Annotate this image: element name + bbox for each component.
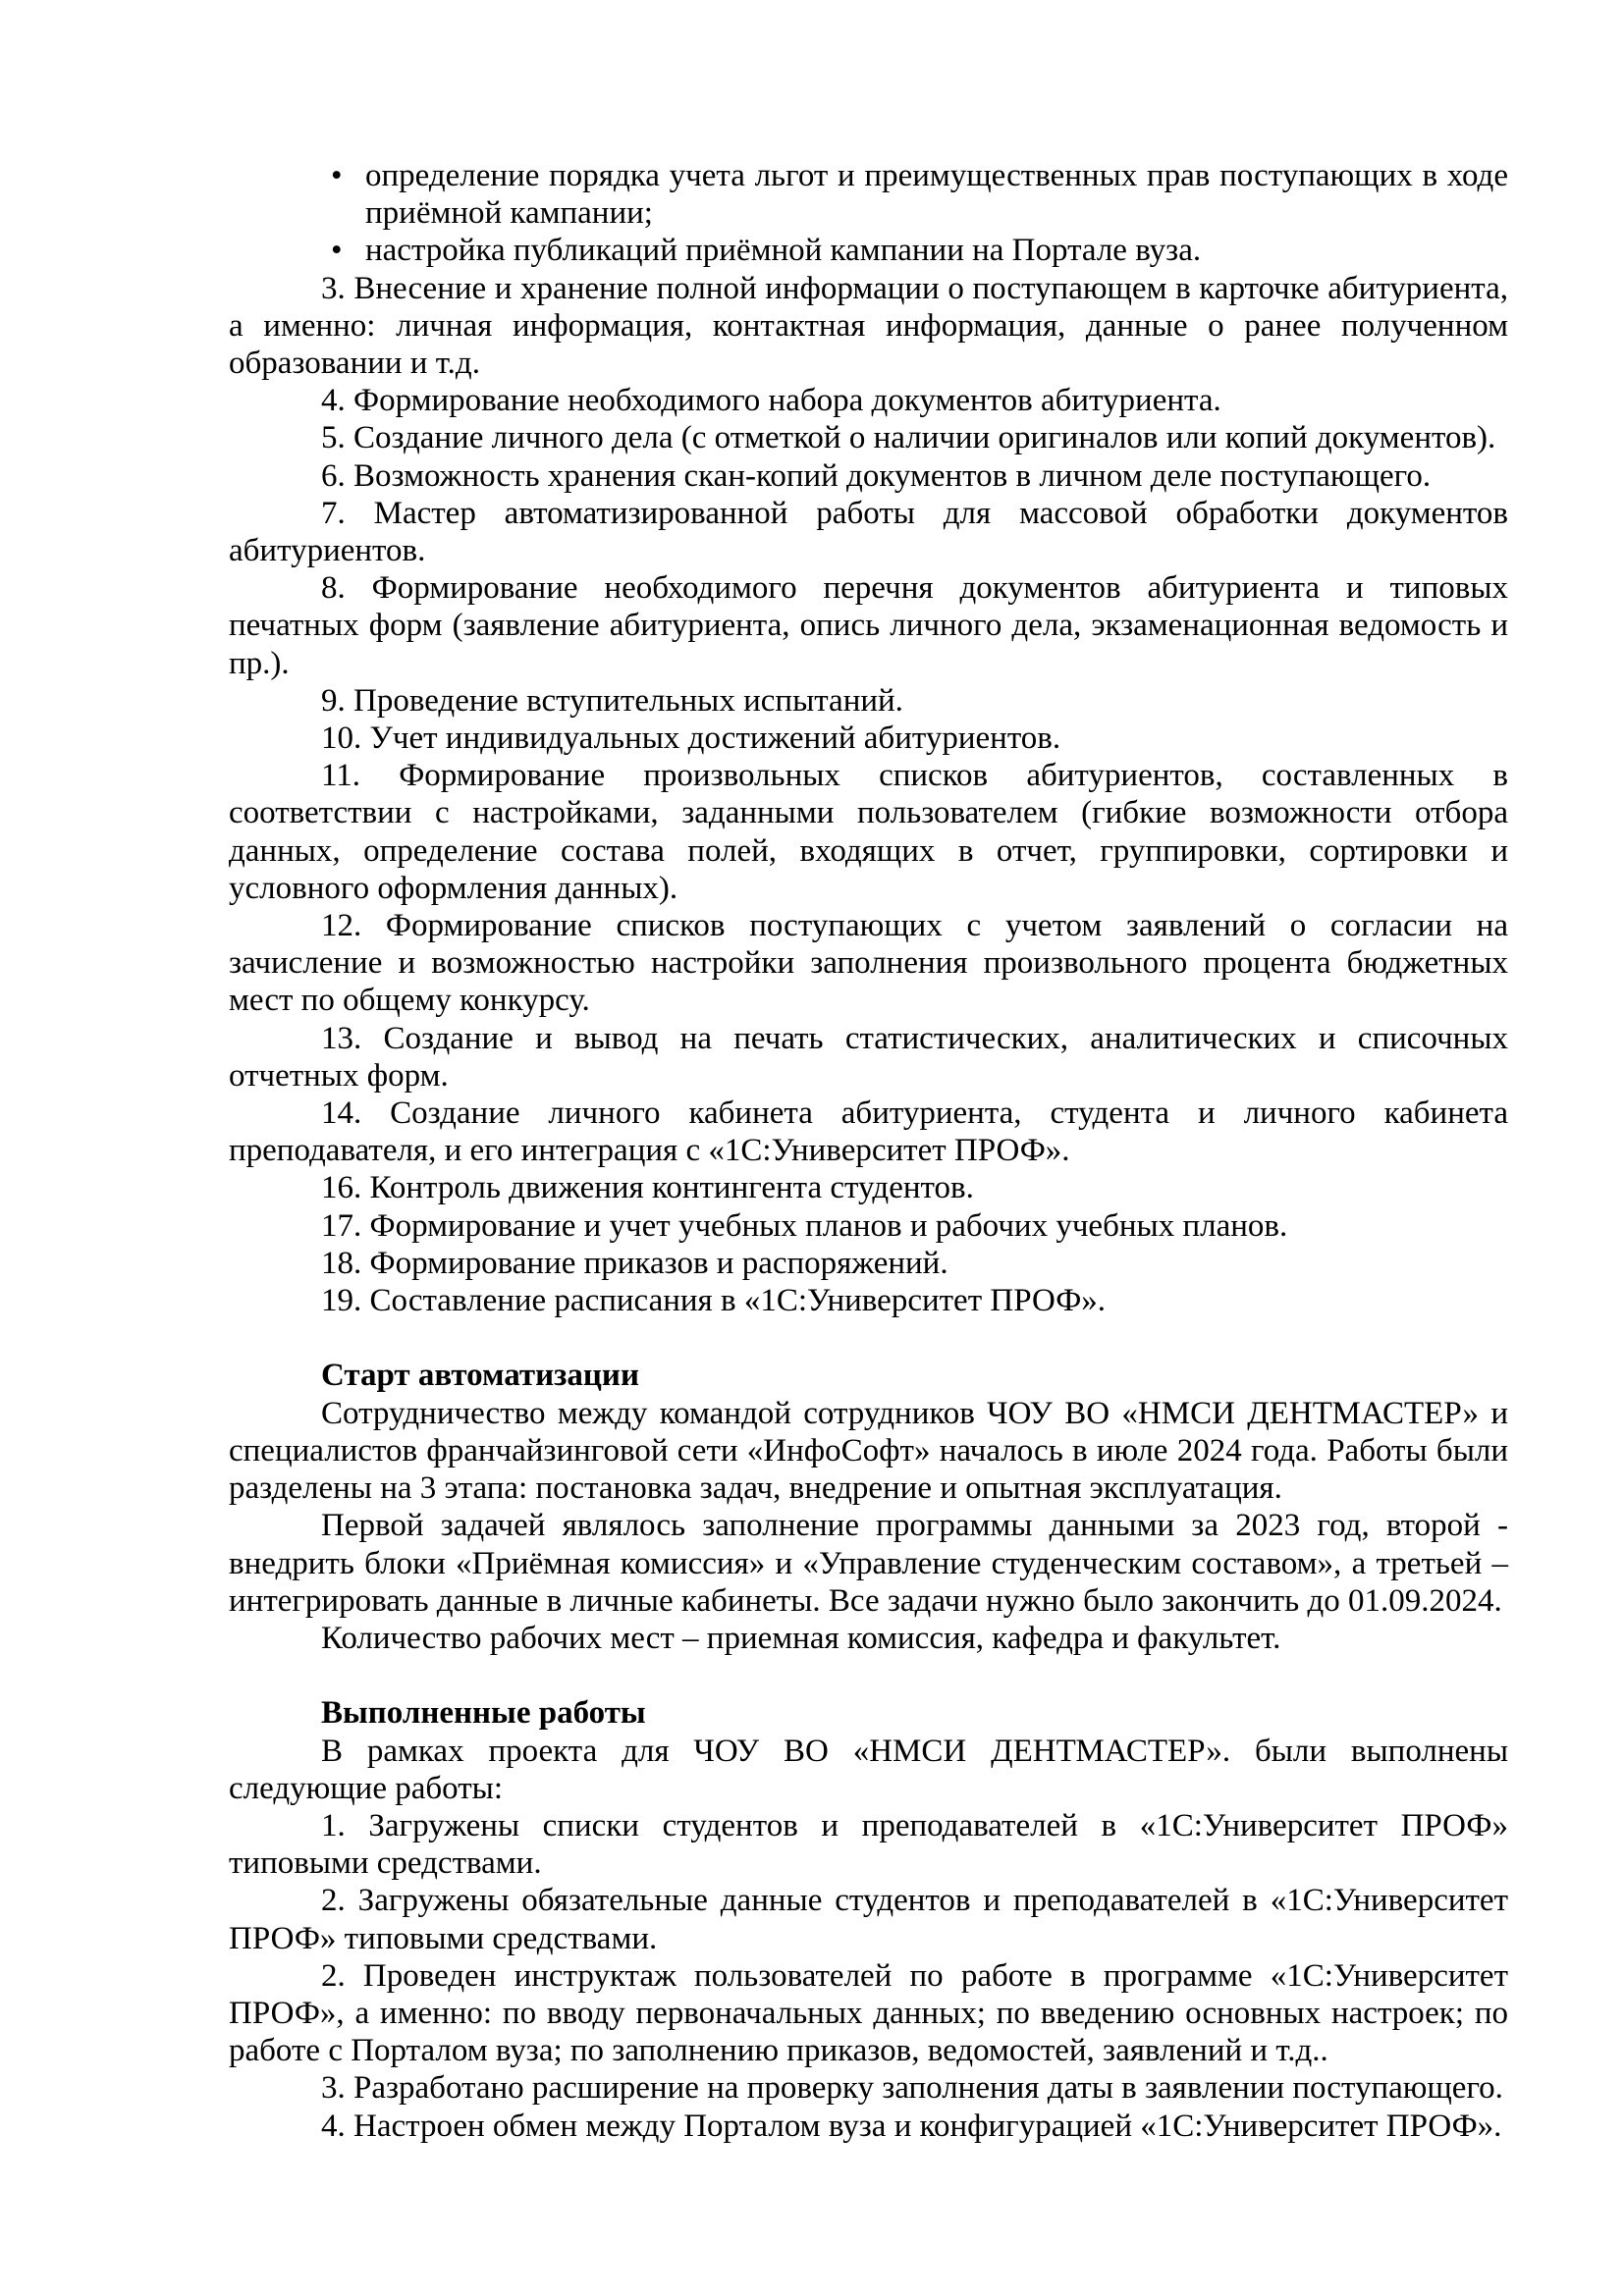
numbered-paragraph: 13. Создание и вывод на печать статистических, аналитических и списочных отчетных форм. — [229, 1020, 1508, 1094]
body-paragraph: 4. Настроен обмен между Порталом вуза и конфигурацией «1С:Университет ПРОФ». — [321, 2108, 1502, 2144]
bullet-list-item — [229, 157, 1508, 232]
numbered-paragraph: 19. Составление расписания в «1С:Университет ПРОФ». — [321, 1283, 1107, 1319]
section-heading-completed-works: Выполненные работы — [321, 1695, 646, 1732]
body-paragraph: Сотрудничество между командой сотрудников ЧОУ ВО «НМСИ ДЕНТМАСТЕР» и специалистов франчайзинговой сети «ИнфоСофт» началось в июле 2024 года. Работы были разделены на 3 этапа: постановка задач, внедрение и опытная эксплуатация. — [229, 1395, 1508, 1507]
text-block — [229, 157, 1508, 2145]
numbered-paragraph: 10. Учет индивидуальных достижений абитуриентов. — [321, 721, 1061, 757]
numbered-paragraph: 9. Проведение вступительных испытаний. — [321, 682, 903, 719]
body-paragraph: 3. Разработано расширение на проверку заполнения даты в заявлении поступающего. — [321, 2070, 1503, 2107]
numbered-paragraph: 3. Внесение и хранение полной информации о поступающем в карточке абитуриента, а именно: личная информация, контактная информация, данные о ранее полученном образовании и т.д. — [229, 270, 1508, 382]
bullet-list-item — [229, 232, 1508, 269]
bullet-icon: • — [331, 233, 343, 269]
completed-works-paragraphs — [229, 1733, 1508, 2145]
bullet-icon: • — [331, 158, 343, 193]
numbered-paragraph: 18. Формирование приказов и распоряжений. — [321, 1245, 948, 1281]
numbered-paragraph: 17. Формирование и учет учебных планов и рабочих учебных планов. — [321, 1207, 1288, 1244]
numbered-paragraph: 12. Формирование списков поступающих с учетом заявлений о согласии на зачисление и возможностью настройки заполнения произвольного процента бюджетных мест по общему конкурсу. — [229, 908, 1508, 1019]
blank-line — [229, 1657, 1508, 1694]
automation-start-paragraphs — [229, 1395, 1508, 1657]
numbered-paragraph: 5. Создание личного дела (с отметкой о наличии оригиналов или копий документов). — [321, 420, 1496, 456]
section-heading-automation-start: Старт автоматизации — [321, 1358, 639, 1394]
body-paragraph: 2. Загружены обязательные данные студентов и преподавателей в «1С:Университет ПРОФ» типовыми средствами. — [229, 1883, 1508, 1956]
numbered-paragraph: 14. Создание личного кабинета абитуриента, студента и личного кабинета преподавателя, и его интеграция с «1С:Университет ПРОФ». — [229, 1095, 1508, 1169]
bullet-list — [229, 157, 1508, 270]
bullet-item-text: настройка публикаций приёмной кампании на Портале вуза. — [365, 233, 1202, 269]
bullet-item-text: определение порядка учета льгот и преимущественных прав поступающих в ходе приёмной кампании; — [365, 158, 1508, 232]
numbered-paragraph-list — [229, 270, 1508, 1320]
blank-line — [229, 1319, 1508, 1357]
numbered-paragraph: 11. Формирование произвольных списков абитуриентов, составленных в соответствии с настройками, заданными пользователем (гибкие возможности отбора данных, определение состава полей, входящих в отчет, группировки, сортировки и условного оформления данных). — [229, 758, 1508, 906]
numbered-paragraph: 7. Мастер автоматизированной работы для массовой обработки документов абитуриентов. — [229, 495, 1508, 569]
body-paragraph: 2. Проведен инструктаж пользователей по работе в программе «1С:Университет ПРОФ», а именно: по вводу первоначальных данных; по введению основных настроек; по работе с Порталом вуза; по заполнению приказов, ведомостей, заявлений и т.д.. — [229, 1957, 1508, 2069]
numbered-paragraph: 4. Формирование необходимого набора документов абитуриента. — [321, 383, 1221, 419]
numbered-paragraph: 16. Контроль движения контингента студентов. — [321, 1170, 974, 1206]
numbered-paragraph: 8. Формирование необходимого перечня документов абитуриента и типовых печатных форм (заявление абитуриента, опись личного дела, экзаменационная ведомость и пр.). — [229, 570, 1508, 681]
body-paragraph: Количество рабочих мест – приемная комиссия, кафедра и факультет. — [321, 1620, 1281, 1656]
body-paragraph: Первой задачей являлось заполнение программы данными за 2023 год, второй - внедрить блоки «Приёмная комиссия» и «Управление студенческим составом», а третьей – интегрировать данные в личные кабинеты. Все задачи нужно было закончить до 01.09.2024. — [229, 1508, 1508, 1619]
body-paragraph: 1. Загружены списки студентов и преподавателей в «1С:Университет ПРОФ» типовыми средствами. — [229, 1807, 1508, 1882]
body-paragraph: В рамках проекта для ЧОУ ВО «НМСИ ДЕНТМАСТЕР». были выполнены следующие работы: — [229, 1733, 1508, 1806]
numbered-paragraph: 6. Возможность хранения скан-копий документов в личном деле поступающего. — [321, 457, 1432, 494]
